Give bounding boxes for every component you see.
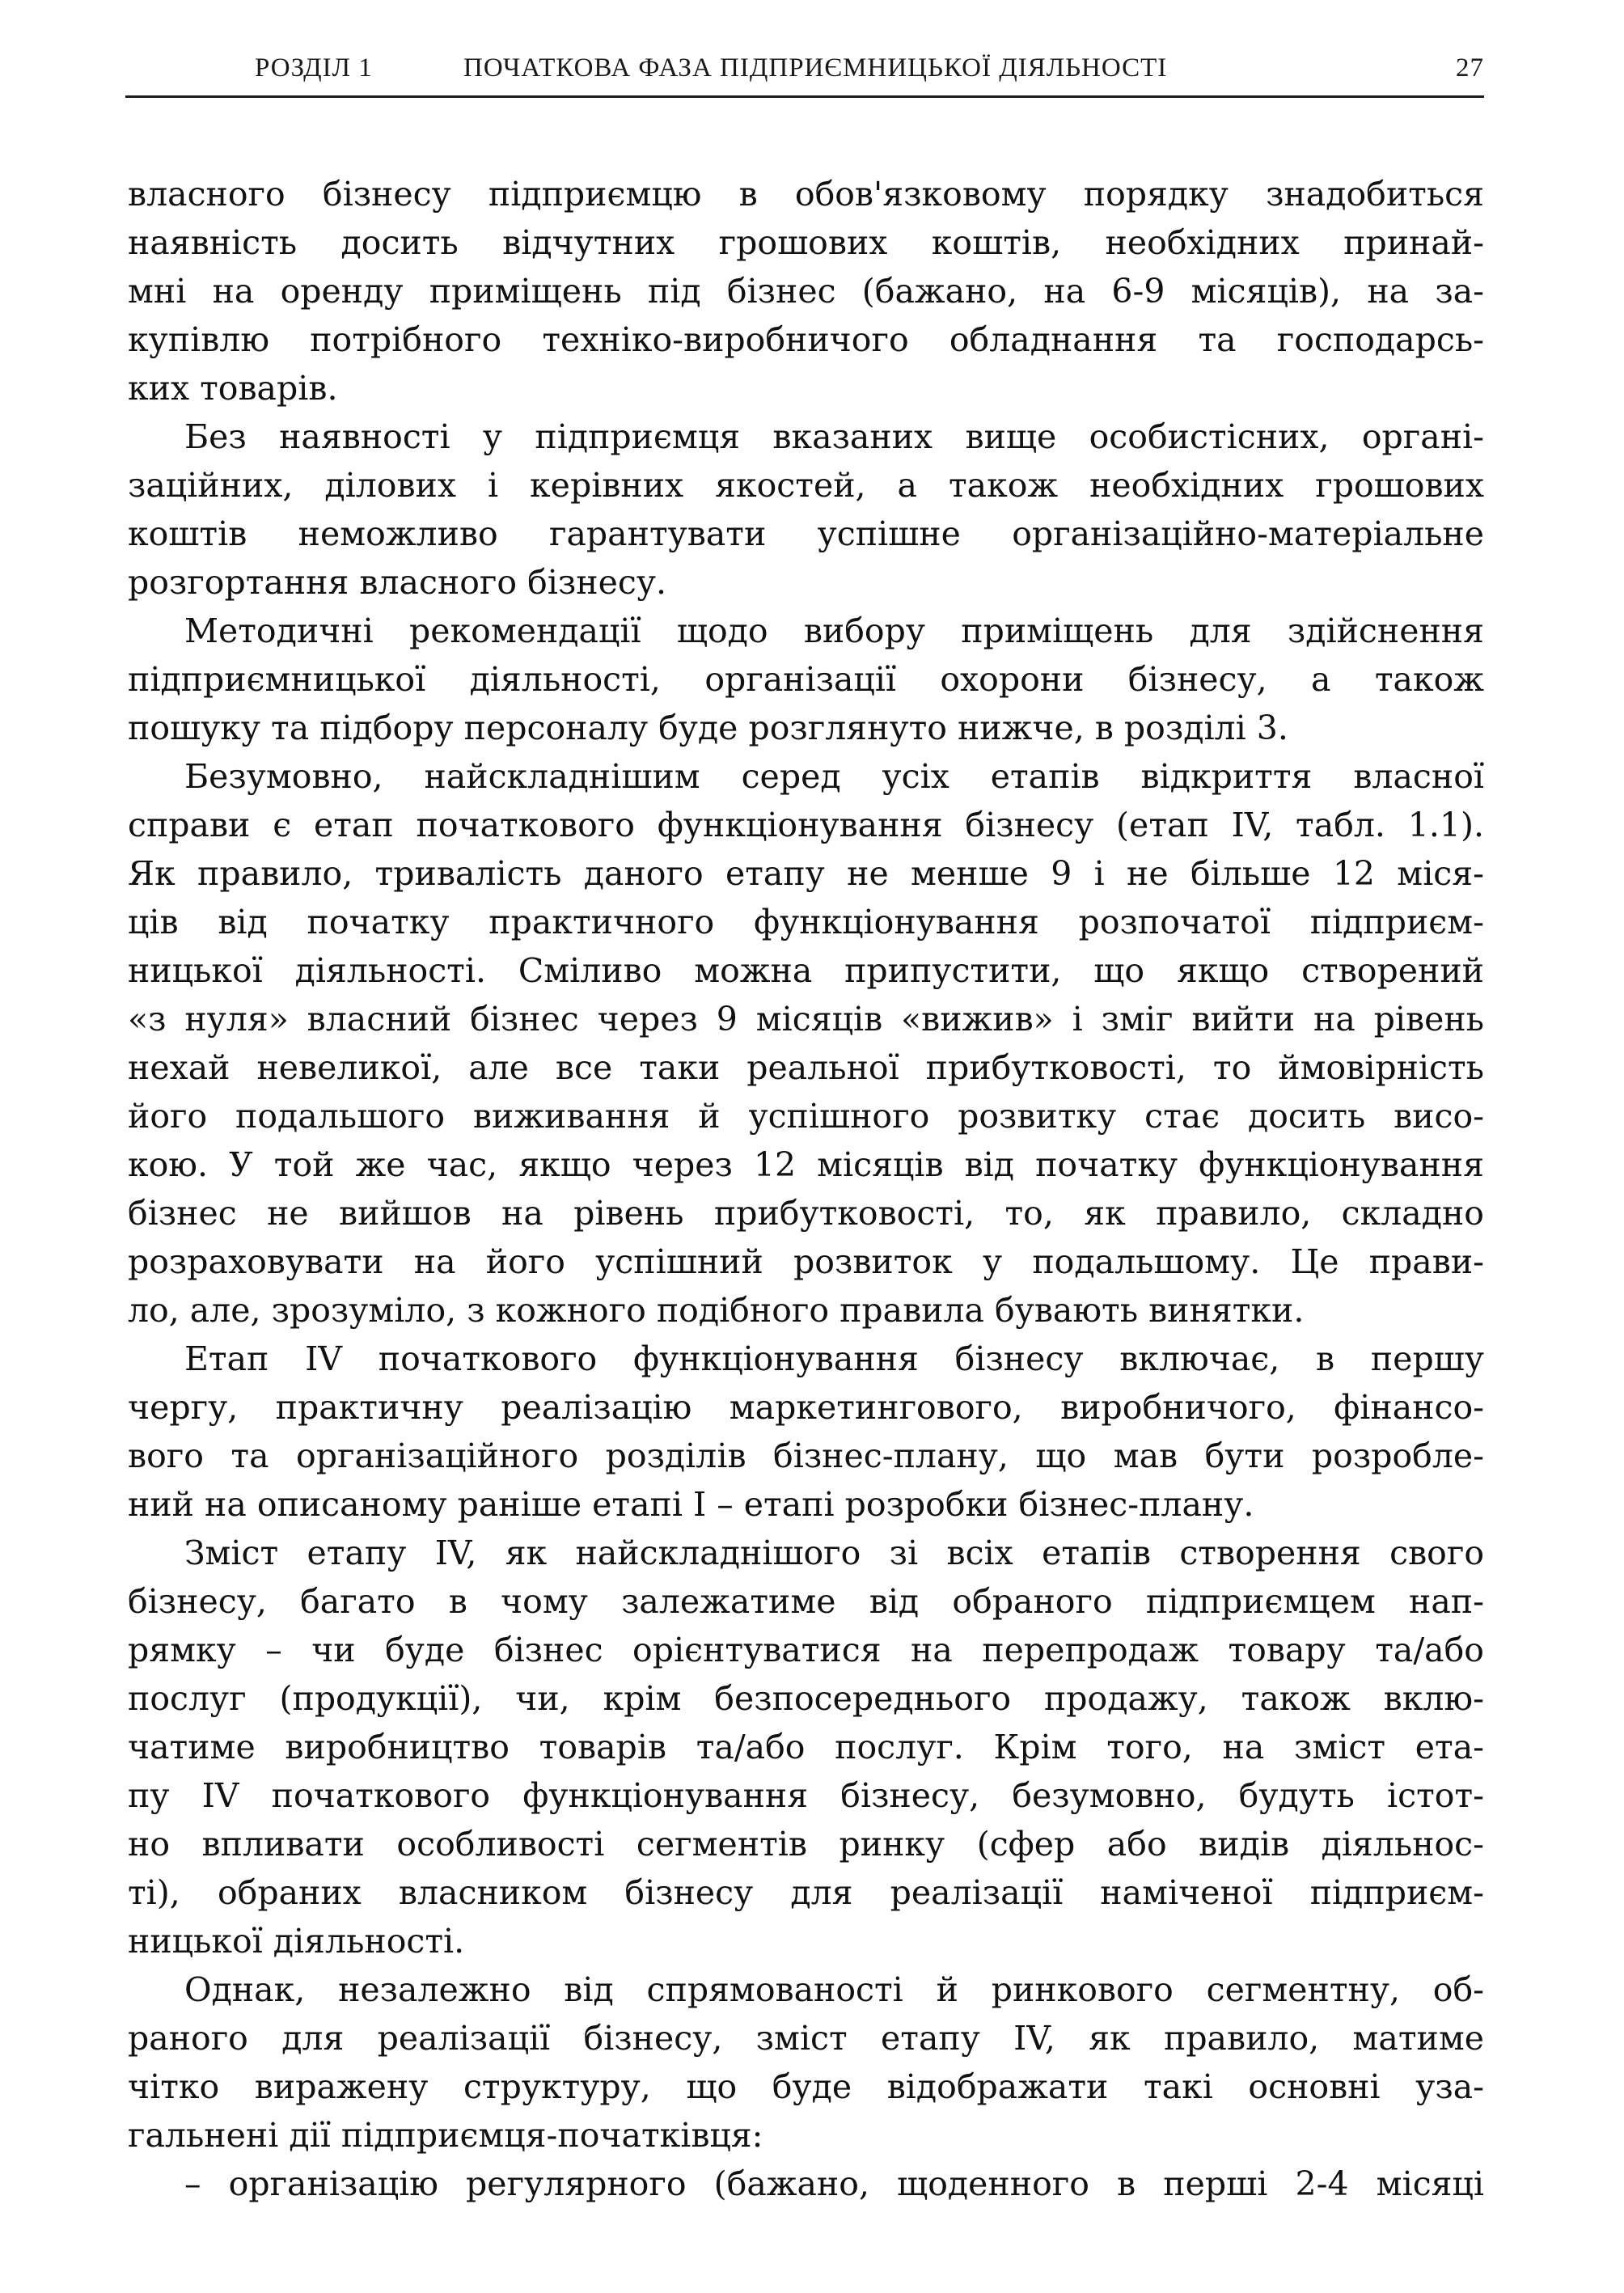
body-text xyxy=(128,170,1484,2208)
text-line: но впливати особливості сегментів ринку (сфер або видів діяльнос- xyxy=(128,1825,1484,1864)
text-line: наявність досить відчутних грошових коштів, необхідних принай- xyxy=(128,223,1484,262)
running-header xyxy=(125,53,1484,99)
text-line: Без наявності у підприємця вказаних вище особистісних, органі- xyxy=(184,417,1484,456)
text-line: мні на оренду приміщень під бізнес (бажано, на 6-9 місяців), на за- xyxy=(128,272,1484,311)
text-line: Як правило, тривалість даного етапу не менше 9 і не більше 12 міся- xyxy=(128,854,1484,893)
text-line: гальнені дії підприємця-початківця: xyxy=(128,2116,763,2155)
text-line: справи є етап початкового функціонування бізнесу (етап IV, табл. 1.1). xyxy=(128,806,1484,844)
section-label: РОЗДІЛ 1 xyxy=(255,53,373,82)
text-line: послуг (продукції), чи, крім безпосереднього продажу, також вклю- xyxy=(128,1679,1484,1718)
text-line: коштів неможливо гарантувати успішне організаційно-матеріальне xyxy=(128,514,1484,553)
text-line: ний на описаному раніше етапі I – етапі розробки бізнес-плану. xyxy=(128,1485,1254,1524)
chapter-title: ПОЧАТКОВА ФАЗА ПІДПРИЄМНИЦЬКОЇ ДІЯЛЬНОСТІ xyxy=(463,53,1168,82)
text-line: підприємницької діяльності, організації охорони бізнесу, а також xyxy=(128,660,1484,699)
text-line: Безумовно, найскладнішим серед усіх етапів відкриття власної xyxy=(184,757,1484,796)
text-line: Етап IV початкового функціонування бізнесу включає, в першу xyxy=(184,1339,1484,1378)
text-line: ців від початку практичного функціонування розпочатої підприєм- xyxy=(128,903,1484,941)
text-line: пошуку та підбору персоналу буде розглянуто нижче, в розділі 3. xyxy=(128,709,1288,747)
page-number: 27 xyxy=(1456,53,1484,82)
text-line: ницької діяльності. Сміливо можна припустити, що якщо створений xyxy=(128,951,1484,990)
text-line: розгортання власного бізнесу. xyxy=(128,563,666,602)
text-line: бізнес не вийшов на рівень прибутковості, то, як правило, складно xyxy=(128,1194,1484,1233)
text-line: ких товарів. xyxy=(128,369,338,408)
text-line: Зміст етапу IV, як найскладнішого зі всіх етапів створення свого xyxy=(184,1534,1484,1572)
text-line: бізнесу, багато в чому залежатиме від обраного підприємцем нап- xyxy=(128,1582,1484,1621)
text-line: чатиме виробництво товарів та/або послуг. Крім того, на зміст ета- xyxy=(128,1728,1484,1766)
text-line: Однак, незалежно від спрямованості й ринкового сегментну, об- xyxy=(184,1970,1484,2009)
text-line: нехай невеликої, але все таки реальної прибутковості, то ймовірність xyxy=(128,1048,1484,1087)
text-line: розраховувати на його успішний розвиток у подальшому. Це прави- xyxy=(128,1242,1484,1281)
text-line: ло, але, зрозуміло, з кожного подібного правила бувають винятки. xyxy=(128,1291,1305,1330)
text-line: ті), обраних власником бізнесу для реалізації наміченої підприєм- xyxy=(128,1873,1484,1912)
text-line: Методичні рекомендації щодо вибору приміщень для здійснення xyxy=(184,611,1484,650)
text-line: його подальшого виживання й успішного розвитку стає досить висо- xyxy=(128,1097,1484,1136)
text-line: рямку – чи буде бізнес орієнтуватися на перепродаж товару та/або xyxy=(128,1631,1484,1669)
text-line: власного бізнесу підприємцю в обов'язковому порядку знадобиться xyxy=(128,175,1484,214)
text-line: купівлю потрібного техніко-виробничого обладнання та господарсь- xyxy=(128,320,1484,359)
text-line: кою. У той же час, якщо через 12 місяців від початку функціонування xyxy=(128,1145,1484,1184)
text-line: вого та організаційного розділів бізнес-плану, що мав бути розроблe- xyxy=(128,1436,1484,1475)
text-line: пу IV початкового функціонування бізнесу, безумовно, будуть істот- xyxy=(128,1776,1484,1815)
text-line: заційних, ділових і керівних якостей, а також необхідних грошових xyxy=(128,466,1484,505)
list-item: – організацію регулярного (бажано, щоденного в перші 2-4 місяці xyxy=(184,2164,1484,2203)
text-line: «з нуля» власний бізнес через 9 місяців «вижив» і зміг вийти на рівень xyxy=(128,1000,1484,1039)
header-rule xyxy=(125,95,1484,98)
text-line: чергу, практичну реалізацію маркетингового, виробничого, фінансо- xyxy=(128,1388,1484,1427)
text-line: раного для реалізації бізнесу, зміст етапу IV, як правило, матиме xyxy=(128,2019,1484,2058)
text-line: ницької діяльності. xyxy=(128,1922,465,1961)
text-line: чітко виражену структуру, що буде відображати такі основні уза- xyxy=(128,2067,1484,2106)
